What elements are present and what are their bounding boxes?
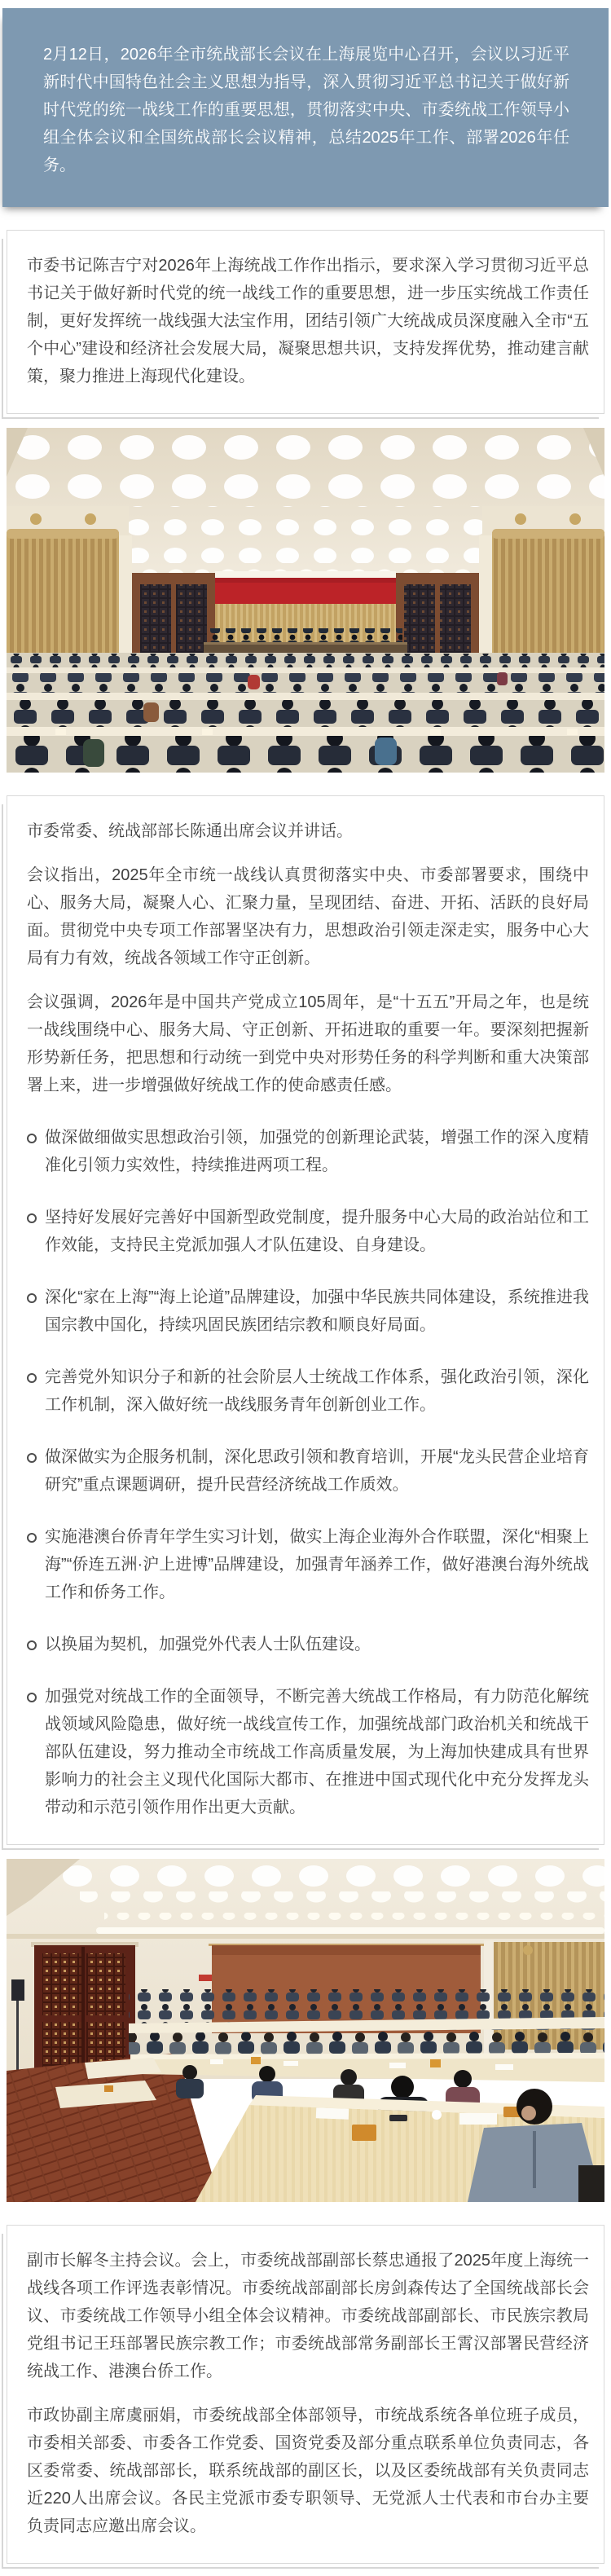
bullet-item <box>20 1631 591 1658</box>
paragraph: 市政协副主席虞丽娟，市委统战部全体部领导，市统战系统各单位班子成员，市委相关部委、市委各工作党委、国资党委及部分重点联系单位负责同志，各区委常委、统战部部长，联系统战部的副区长，以及区委统战部有关负责同志近220人出席会议。各民主党派市委专职领导、无党派人士代表和市台办主要负责同志应邀出席会议。 <box>27 2406 589 2535</box>
bullet-item <box>20 1443 591 1499</box>
directive-card <box>7 230 604 414</box>
circle-bullet-icon <box>27 1533 37 1543</box>
conference-photo-2 <box>7 1859 604 2202</box>
summary-card <box>7 2225 604 2564</box>
intro-text: 2月12日，2026年全市统战部长会议在上海展览中心召开，会议以习近平新时代中国特色社会主义思想为指导，深入贯彻习近平总书记关于做好新时代党的统一战线工作的重要思想，贯彻落实中央、市委统战工作领导小组全体会议和全国统战部长会议精神，总结2025年工作、部署2026年任务。 <box>43 46 569 174</box>
bullet-text: 做深做实为企服务机制，深化思政引领和教育培训，开展“龙头民营企业培育研究”重点课题调研，提升民营经济统战工作质效。 <box>45 1448 589 1494</box>
circle-bullet-icon <box>27 1134 37 1143</box>
circle-bullet-icon <box>27 1293 37 1303</box>
bullet-item <box>20 1363 591 1419</box>
bullet-text: 深化“家在上海”“海上论道”品牌建设，加强中华民族共同体建设，系统推进我国宗教中国化，持续巩固民族团结宗教和顺良好局面。 <box>45 1288 589 1334</box>
paragraph: 市委书记陈吉宁对2026年上海统战工作作出指示，要求深入学习贯彻习近平总书记关于做好新时代党的统一战线工作的重要思想，进一步压实统战工作责任制，更好发挥统一战线强大法宝作用，团结引领广大统战成员深度融入全市“五个中心”建设和经济社会发展大局，凝聚思想共识，支持发挥优势，推动建言献策，聚力推进上海现代化建设。 <box>27 257 589 385</box>
bullet-item <box>20 1523 591 1606</box>
paragraph: 会议指出，2025年全市统一战线认真贯彻落实中央、市委部署要求，围绕中心、服务大局，凝聚人心、汇聚力量，呈现团结、奋进、开拓、活跃的良好局面。贯彻党中央专项工作部署坚决有力，思想政治引领走深走实，服务中心大局有力有效，统战各领域工作守正创新。 <box>27 866 589 967</box>
intro-highlight-box <box>2 8 609 207</box>
bullet-item <box>20 1683 591 1821</box>
bullet-text: 实施港澳台侨青年学生实习计划，做实上海企业海外合作联盟，深化“相聚上海”“侨连五洲·沪上进博”品牌建设，加强青年涵养工作，做好港澳台海外统战工作和侨务工作。 <box>45 1528 589 1601</box>
bullet-text: 做深做细做实思想政治引领，加强党的创新理论武装，增强工作的深入度精准化引领力实效性，持续推进两项工程。 <box>45 1129 589 1174</box>
paragraph: 市委常委、统战部部长陈通出席会议并讲话。 <box>27 822 353 840</box>
bullet-text: 以换届为契机，加强党外代表人士队伍建设。 <box>45 1636 371 1653</box>
bullet-item <box>20 1204 591 1259</box>
bullet-text: 加强党对统战工作的全面领导，不断完善大统战工作格局，有力防范化解统战领域风险隐患，做好统一战线宣传工作，加强统战部门政治机关和统战干部队伍建设，努力推动全市统战工作高质量发展，为上海加快建成具有世界影响力的社会主义现代化国际大都市、在推进中国式现代化中充分发挥龙头带动和示范引领作用作出更大贡献。 <box>45 1688 589 1816</box>
bullet-item <box>20 1124 591 1179</box>
paragraph: 副市长解冬主持会议。会上，市委统战部副部长蔡忠通报了2025年度上海统一战线各项工作评选表彰情况。市委统战部副部长房剑森传达了全国统战部长会议、市委统战工作领导小组全体会议精神。市委统战部副部长、市民族宗教局党组书记王珏部署民族宗教工作；市委统战部常务副部长王霄汉部署民营经济统战工作、港澳台侨工作。 <box>27 2252 589 2380</box>
circle-bullet-icon <box>27 1693 37 1702</box>
bullet-text: 坚持好发展好完善好中国新型政党制度，提升服务中心大局的政治站位和工作效能，支持民主党派加强人才队伍建设、自身建设。 <box>45 1209 589 1254</box>
paragraph: 会议强调，2026年是中国共产党成立105周年，是“十五五”开局之年，也是统一战线围绕中心、服务大局、守正创新、开拓进取的重要一年。要深刻把握新形势新任务，把思想和行动统一到党中央对形势任务的科学判断和重大决策部署上来，进一步增强做好统战工作的使命感责任感。 <box>27 993 589 1094</box>
circle-bullet-icon <box>27 1213 37 1223</box>
circle-bullet-icon <box>27 1640 37 1650</box>
bullet-text: 完善党外知识分子和新的社会阶层人士统战工作体系，强化政治引领，深化工作机制，深入做好统一战线服务青年创新创业工作。 <box>45 1368 589 1414</box>
circle-bullet-icon <box>27 1453 37 1463</box>
bullet-item <box>20 1284 591 1339</box>
speech-card <box>7 795 604 1845</box>
conference-hall-side-image <box>7 1859 604 2202</box>
circle-bullet-icon <box>27 1373 37 1383</box>
conference-hall-front-image <box>7 428 604 773</box>
conference-photo-1 <box>7 428 604 773</box>
